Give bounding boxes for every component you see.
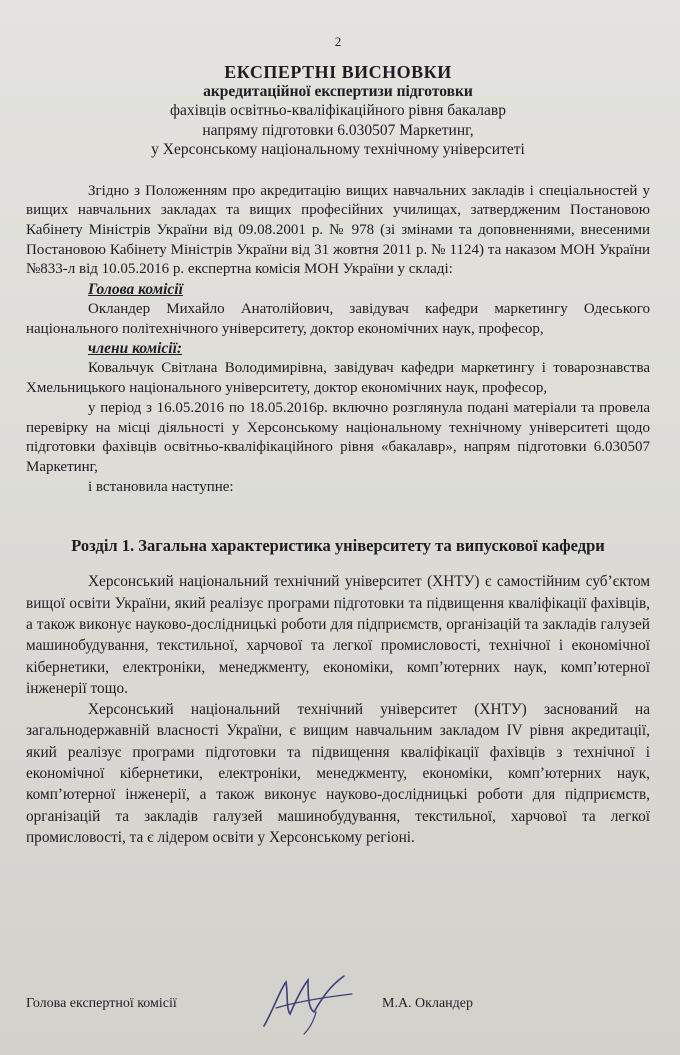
section-1-body bbox=[26, 571, 650, 848]
signature-name: М.А. Окландер bbox=[382, 996, 473, 1011]
commission-member-text: Ковальчук Світлана Володимирівна, завідувач кафедри маркетингу і товарознавства Хмельницького національного університету, доктор економічних наук, професор, bbox=[26, 360, 650, 397]
page-number: 2 bbox=[334, 34, 342, 49]
signature-label: Голова експертної комісії bbox=[26, 996, 177, 1011]
document-subtitle: акредитаційної експертизи підготовки bbox=[203, 83, 473, 100]
document-header bbox=[26, 62, 650, 160]
commission-head-label: Голова комісії bbox=[88, 281, 183, 299]
established-text: і встановила наступне: bbox=[88, 478, 234, 495]
handwritten-signature bbox=[256, 968, 366, 1038]
header-line-2: напряму підготовки 6.030507 Маркетинг, bbox=[202, 121, 474, 139]
intro-block bbox=[26, 182, 650, 498]
commission-head-text: Окландер Михайло Анатолійович, завідувач кафедри маркетингу Одеського національного політехнічного університету, доктор економічних наук, професор, bbox=[26, 301, 650, 337]
section-1-paragraph-2: Херсонський національний технічний університет (ХНТУ) заснований на загальнодержавній власності України, є вищим навчальним закладом IV рівня акредитації, який реалізує програми підготовки та підвищення кваліфікації фахівців з технічної і економічної кібернетики, електроніки, менеджменту, економіки, комп’ютерних наук, комп’ютерної інженерії, а також виконує науково-дослідницькі роботи для підприємств, організацій та закладів галузей машинобудування, текстильної, харчової та легкої промисловості, та є лідером освіти у Херсонському регіоні. bbox=[26, 701, 650, 846]
inspection-period-text: у період з 16.05.2016 по 18.05.2016р. включно розглянула подані матеріали та провела перевірку на місці діяльності у Херсонському національному технічному університеті щодо підготовки фахівців освітньо-кваліфікаційного рівня «бакалавр», напрям підготовки 6.030507 Маркетинг, bbox=[26, 399, 650, 475]
header-line-1: фахівців освітньо-кваліфікаційного рівня бакалавр bbox=[170, 102, 506, 119]
section-1-heading: Розділ 1. Загальна характеристика університету та випускової кафедри bbox=[71, 536, 605, 556]
commission-members-label: члени комісії: bbox=[88, 340, 183, 358]
header-line-3: у Херсонському національному технічному університеті bbox=[151, 141, 525, 158]
intro-paragraph: Згідно з Положенням про акредитацію вищих навчальних закладів і спеціальностей у вищих навчальних закладах та вищих професійних училищах, затвердженим Постановою Кабінету Міністрів України від 09.08.2001 р. № 978 (зі змінами та доповненнями, внесеними Постановою Кабінету Міністрів України від 31 жовтня 2011 р. № 1124) та наказом МОН України №833-л від 10.05.2016 р. експертна комісія МОН України у складі: bbox=[26, 182, 650, 278]
section-1-paragraph-1: Херсонський національний технічний університет (ХНТУ) є самостійним суб’єктом вищої освіти України, який реалізує програми підготовки та підвищення кваліфікації фахівців, а також виконує науково-дослідницькі роботи для підприємств, організацій та закладів галузей машинобудування, текстильної, харчової та легкої промисловості, технічної і економічної кібернетики, електроніки, менеджменту, економіки, комп’ютерних наук, комп’ютерної інженерії тощо. bbox=[26, 573, 650, 697]
document-title: ЕКСПЕРТНІ ВИСНОВКИ bbox=[224, 62, 452, 82]
signature-row bbox=[26, 990, 650, 1050]
